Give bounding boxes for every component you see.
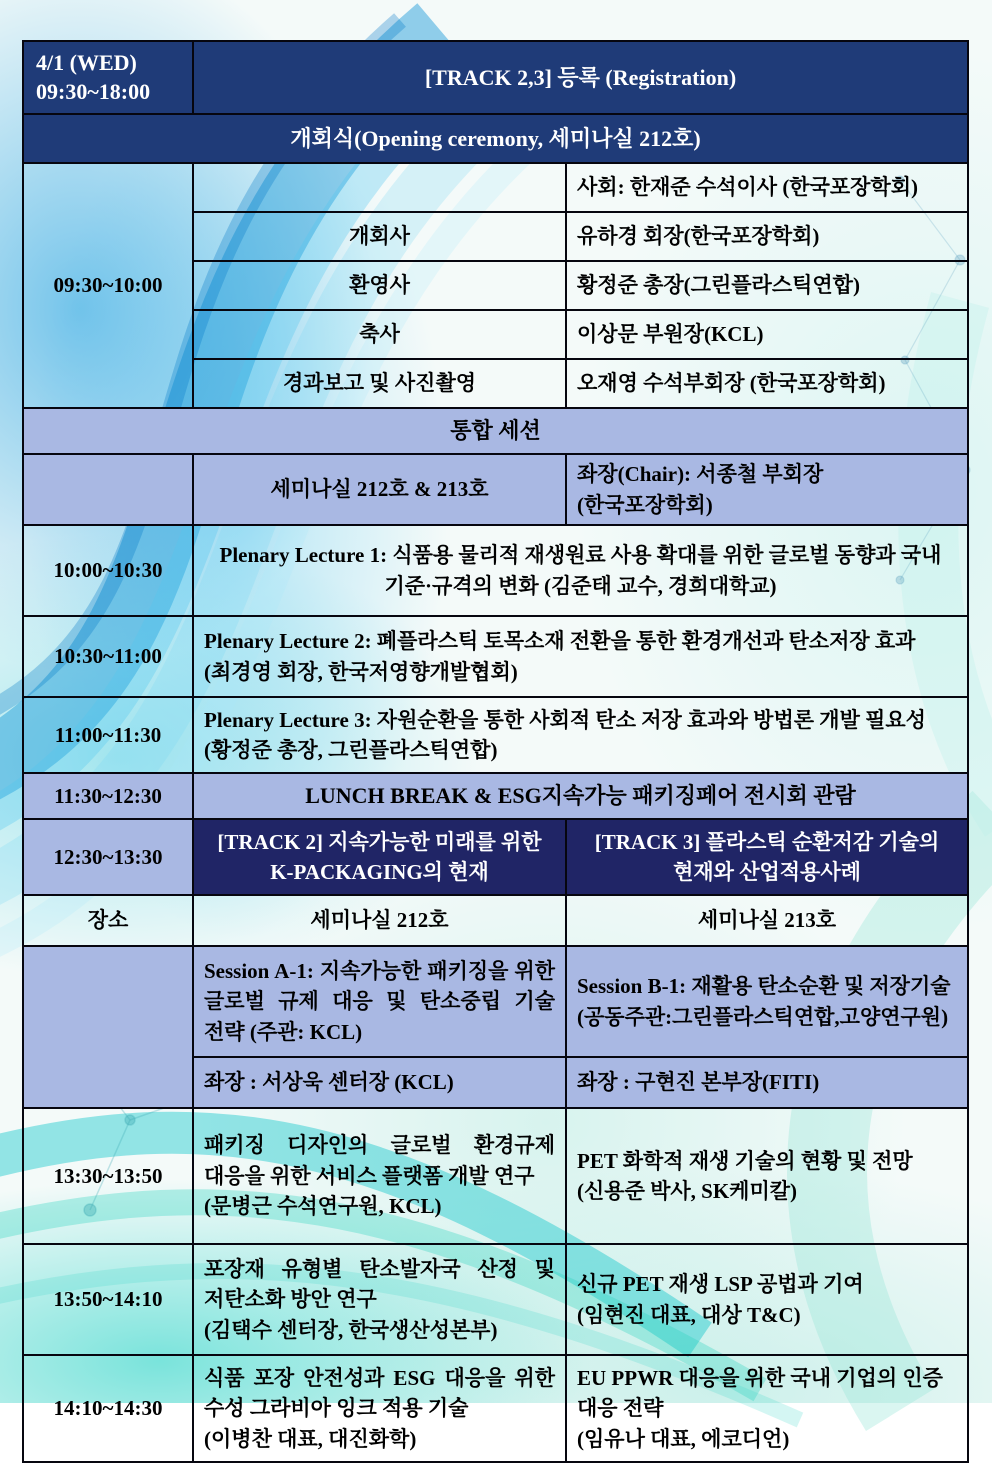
plenary3-time: 11:00~11:30 [23, 697, 193, 773]
unified-room: 세미나실 212호 & 213호 [193, 454, 566, 525]
agenda-label-mc [193, 163, 566, 212]
talk3-track2-title: 식품 포장 안전성과 ESG 대응을 위한 수성 그라비아 잉크 적용 기술 [204, 1365, 555, 1421]
talk2-time: 13:50~14:10 [23, 1244, 193, 1355]
session-b1-title-line: Session B-1: 재활용 탄소순환 및 저장기술 [577, 974, 951, 999]
talk2-track2 [193, 1244, 566, 1355]
talk3-track3-title: EU PPWR 대응을 위한 국내 기업의 인증 대응 전략 [577, 1365, 943, 1421]
talk1-track3-speaker: (신용준 박사, SK케미칼) [577, 1179, 798, 1203]
session-time-cell-empty [23, 946, 193, 1108]
time-range-line: 09:30~18:00 [36, 78, 151, 104]
location-room-213: 세미나실 213호 [566, 895, 968, 946]
talk1-track3 [566, 1108, 968, 1244]
agenda-label-welcome-address: 환영사 [193, 261, 566, 310]
unified-session-banner: 통합 세션 [23, 408, 968, 454]
track3-header: [TRACK 3] 플라스틱 순환저감 기술의 현재와 산업적용사례 [566, 819, 968, 895]
talk1-track2 [193, 1108, 566, 1244]
agenda-label-opening-address: 개회사 [193, 212, 566, 261]
talk3-track2-speaker: (이병찬 대표, 대진화학) [204, 1426, 417, 1451]
lunch-time: 11:30~12:30 [23, 773, 193, 819]
date-line: 4/1 (WED) [36, 49, 137, 75]
unified-chair: 좌장(Chair): 서종철 부회장 (한국포장학회) [566, 454, 968, 525]
session-b1-title [566, 946, 968, 1057]
talk1-time: 13:30~13:50 [23, 1108, 193, 1244]
agenda-value-report-photo: 오재영 수석부회장 (한국포장학회) [566, 359, 968, 408]
agenda-value-opening-address: 유하경 회장(한국포장학회) [566, 212, 968, 261]
agenda-value-mc: 사회: 한재준 수석이사 (한국포장학회) [566, 163, 968, 212]
talk1-track3-title: PET 화학적 재생 기술의 현황 및 전망 [577, 1148, 913, 1173]
plenary2-time: 10:30~11:00 [23, 616, 193, 697]
agenda-label-report-photo: 경과보고 및 사진촬영 [193, 359, 566, 408]
talk3-track2 [193, 1355, 566, 1462]
opening-time-cell: 09:30~10:00 [23, 163, 193, 408]
talk1-track2-title: 패키징 디자인의 글로벌 환경규제 대응을 위한 서비스 플랫폼 개발 연구 [204, 1133, 555, 1188]
unified-time-cell-empty [23, 454, 193, 525]
registration-header: [TRACK 2,3] 등록 (Registration) [193, 41, 968, 114]
schedule-table [22, 40, 969, 1463]
session-b1-org-line: (공동주관:그린플라스틱연합,고양연구원) [577, 1004, 949, 1029]
talk1-track2-speaker: (문병근 수석연구원, KCL) [204, 1194, 442, 1219]
plenary2-text: Plenary Lecture 2: 폐플라스틱 토목소재 전환을 통한 환경개선과 탄소저장 효과 (최경영 회장, 한국저영향개발협회) [193, 616, 968, 697]
location-room-212: 세미나실 212호 [193, 895, 566, 946]
track2-header: [TRACK 2] 지속가능한 미래를 위한 K-PACKAGING의 현재 [193, 819, 566, 895]
plenary1-time: 10:00~10:30 [23, 525, 193, 616]
talk2-track3-speaker: (임현진 대표, 대상 T&C) [577, 1302, 801, 1327]
session-a1-chair: 좌장 : 서상욱 센터장 (KCL) [193, 1057, 566, 1108]
date-time-cell [23, 41, 193, 114]
lunch-banner: LUNCH BREAK & ESG지속가능 패키징페어 전시회 관람 [193, 773, 968, 819]
talk3-time: 14:10~14:30 [23, 1355, 193, 1462]
talk2-track3 [566, 1244, 968, 1355]
plenary3-text: Plenary Lecture 3: 자원순환을 통한 사회적 탄소 저장 효과와 방법론 개발 필요성 (황정준 총장, 그린플라스틱연합) [193, 697, 968, 773]
agenda-value-welcome-address: 황정준 총장(그린플라스틱연합) [566, 261, 968, 310]
agenda-label-congratulatory: 축사 [193, 310, 566, 359]
talk2-track3-title: 신규 PET 재생 LSP 공법과 기여 [577, 1272, 864, 1297]
talk2-track2-title: 포장재 유형별 탄소발자국 산정 및 저탄소화 방안 연구 [204, 1256, 555, 1312]
session-b1-chair: 좌장 : 구현진 본부장(FITI) [566, 1057, 968, 1108]
tracks-time: 12:30~13:30 [23, 819, 193, 895]
location-label: 장소 [23, 895, 193, 946]
talk3-track3 [566, 1355, 968, 1462]
agenda-value-congratulatory: 이상문 부원장(KCL) [566, 310, 968, 359]
plenary1-text: Plenary Lecture 1: 식품용 물리적 재생원료 사용 확대를 위한 글로벌 동향과 국내 기준·규격의 변화 (김준태 교수, 경희대학교) [193, 525, 968, 616]
session-a1-title: Session A-1: 지속가능한 패키징을 위한 글로벌 규제 대응 및 탄소중립 기술 전략 (주관: KCL) [193, 946, 566, 1057]
opening-ceremony-banner: 개회식(Opening ceremony, 세미나실 212호) [23, 114, 968, 163]
talk2-track2-speaker: (김택수 센터장, 한국생산성본부) [204, 1317, 498, 1342]
talk3-track3-speaker: (임유나 대표, 에코디언) [577, 1426, 790, 1451]
